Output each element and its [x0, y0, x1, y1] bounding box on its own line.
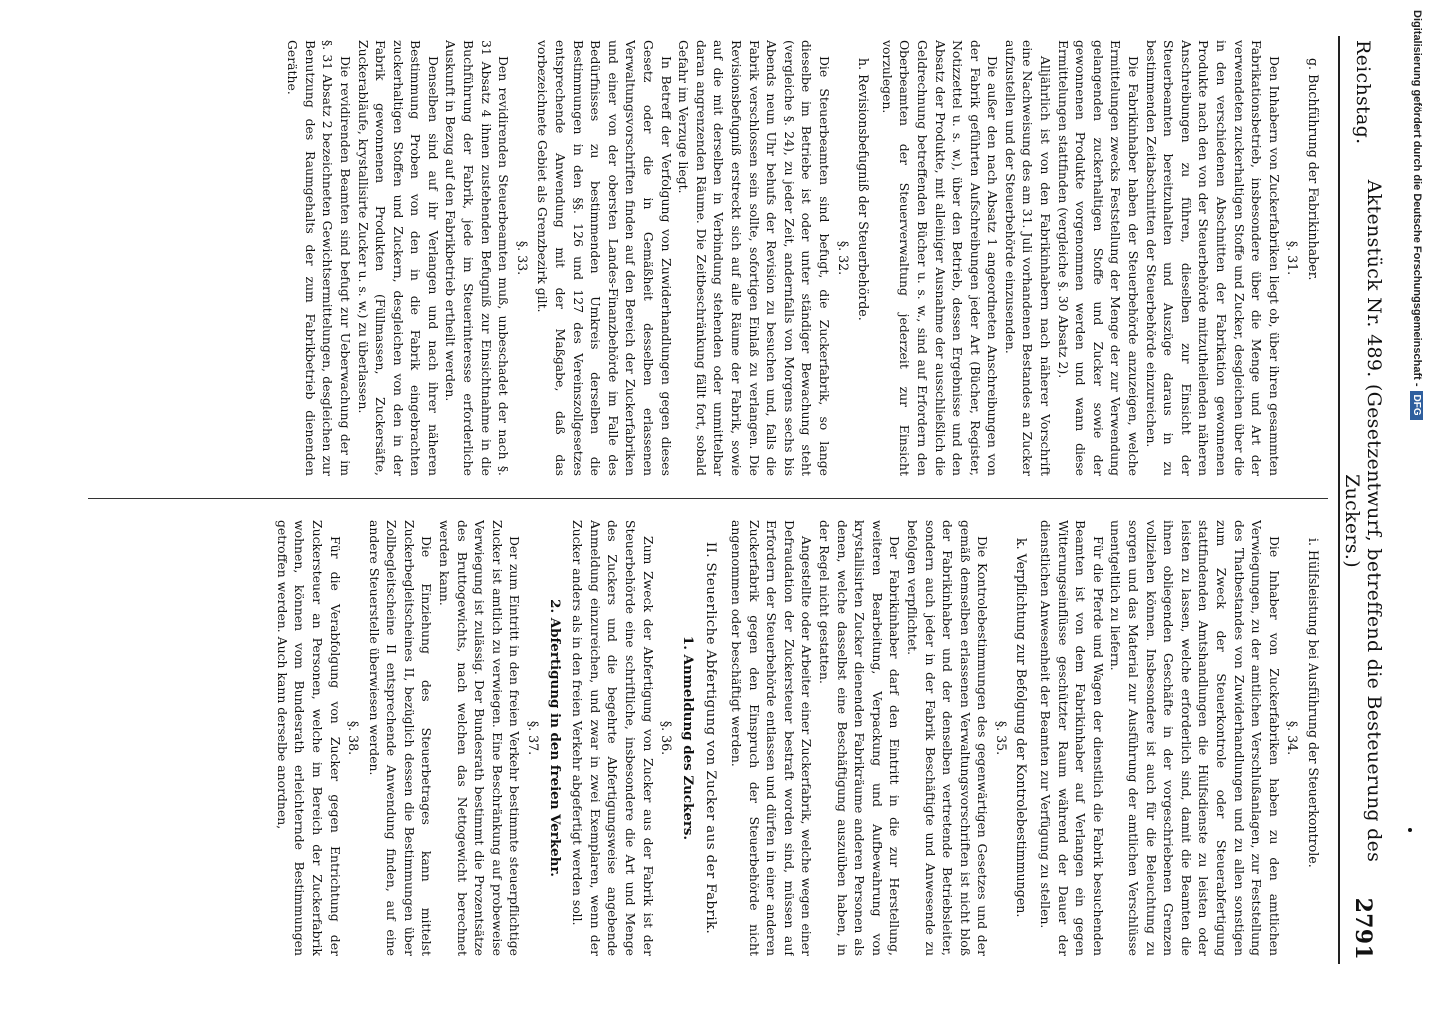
dfg-logo: DFG — [1411, 391, 1424, 420]
paragraph: Der zum Eintritt in den freien Verkehr bestimmte steuerpflichtige Zucker ist amtlich zu verwiegen. Eine Beschränkung auf probeweise Verwiegung ist zulässig. Der Bundesrath bestimmt die Prozentsätze des Bruttogewichts, nach welchen das Nettogewicht berechnet werden kann. — [437, 520, 523, 956]
section-number: §. 34. — [1285, 720, 1301, 756]
paragraph: In Betreff der Verfolgung von Zuwiderhandlungen gegen dieses Gesetz oder die in Gemäßheit desselben erlassenen Verwaltungsvorschriften finden auf den Bereich der Zuckerfabriken und einer von der obersten Landes-Finanzbehörde im Falle des Bedürfnisses zu bestimmenden Umkreis derselben die Bestimmungen in den §§. 126 und 127 des Vereinszollgesetzes entsprechende Anwendung mit der Maßgabe, daß das vorbezeichnete Gebiet als Grenzbezirk gilt. — [535, 40, 674, 476]
paragraph: Die Steuerbeamten sind befugt, die Zuckerfabrik, so lange dieselbe im Betriebe ist oder unter ständiger Bewachung steht (vergleiche §. 24), zu jeder Zeit, andernfalls von Morgens sechs bis Abends neun Uhr behufs der Revision zu besuchen und, falls die Fabrik verschlossen sein sollte, sofortigen Einlaß zu verlangen. Die Revisionsbefugniß erstreckt sich auf alle Räume der Fabrik, sowie auf die mit derselben in Verbindung stehenden oder unmittelbar daran angrenzenden Räume. Die Zeitbeschränkung fällt fort, sobald Gefahr im Verzuge liegt. — [676, 40, 832, 476]
heading: 2. Abfertigung in den freien Verkehr. — [546, 599, 563, 877]
paragraph: Die Einziehung des Steuerbetrages kann mittelst Zuckerbegleitscheines II, bezüglich dessen die Bestimmungen über Zollbegleitscheine II entsprechende Anwendung finden, auf eine andere Steuerstelle überwiesen werden. — [366, 520, 435, 956]
page-header — [1341, 40, 1385, 960]
credit-text: Digitalisierung gefördert durch die Deutsche Forschungsgemeinschaft - — [1411, 10, 1423, 387]
paragraph: Angestellte oder Arbeiter einer Zuckerfabrik, welche wegen einer Defraudation der Zuckersteuer bestraft worden sind, müssen auf Erfordern der Steuerbehörde entlassen und dürfen in einer anderen Zuckerfabrik gegen den Einspruch der Steuerbehörde nicht angenommen oder beschäftigt werden. — [729, 520, 815, 956]
paragraph: Der Fabrikinhaber darf den Eintritt in die zur Herstellung, weiteren Bearbeitung, Verpackung und Aufbewahrung von krystallisirten Zucker dienenden Fabrikräume anderen Personen als denen, welche dasselbst eine Beschäftigung auszuüben haben, in der Regel nicht gestatten. — [816, 520, 903, 956]
paragraph: Die revidirenden Beamten sind befugt zur Ueberwachung der im §. 31 Absatz 2 bezeichneten Gewichtsermittelungen, desgleichen zur Benutzung des Raumgehalts der zum Fabrikbetrieb dienenden Geräthe. — [285, 40, 353, 476]
paragraph: Den Inhabern von Zuckerfabriken liegt ob, über ihren gesammten Fabrikationsbetrieb, insbesondere über die Menge und Art der verwendeten zuckerhaltigen Stoffe und Zucker, desgleichen über die in den verschiedenen Abschnitten der Fabrikation gewonnenen Produkte nach den von der Steuerbehörde mitzutheilenden näheren Anschreibungen zu führen, dieselben zur Einsicht der Steuerbeamten bereitzuhalten und Auszüge daraus in zu bestimmenden Zeitabschnitten der Steuerbehörde einzureichen. — [1143, 40, 1282, 476]
paragraph: Die Inhaber von Zuckerfabriken haben zu den amtlichen Verwiegungen, zu der amtlichen Verschlußanlagen, zur Feststellung des Thatbestandes von Zuwiderhandlungen und zu allen sonstigen zum Zweck der Steuerkontrole oder Steuerabfertigung stattfindenden Amtshandlungen die Hülfsdienste zu leisten oder leisten zu lassen, welche erforderlich sind, damit die Beamten die ihnen obliegenden Geschäfte in der vorgeschriebenen Grenzen vollziehen können. Insbesondere ist auch für die Beleuchtung zu sorgen und das Material zur Ausführung der amtlichen Verschlüsse unentgeltlich zu liefern. — [1108, 520, 1282, 956]
section: II. Steuerliche Abfertigung von Zucker aus der Fabrik. — [703, 541, 719, 935]
paragraph: Die Fabrikinhaber haben der Steuerbehörde anzuzeigen, welche Ermittelungen zwecks Feststellung der Menge der zur Verwendung gelangenden zuckerhaltigen Stoffe und Zucker sowie der gewonnenen Produkte vorgenommen werden und wann diese Ermittelungen stattfinden (vergleiche §. 30 Absatz 2). — [1055, 40, 1142, 476]
subheading: g. Buchführung der Fabrikinhaber. — [1306, 58, 1321, 281]
paragraph: Den revidirenden Steuerbeamten muß, unbeschadet der nach §. 31 Absatz 4 ihnen zustehenden Befugniß zur Einsichtnahme in die Buchführung der Fabrik, jede im Steuerinteresse erforderliche Auskunft in Bezug auf den Fabrikbetrieb ertheilt werden. — [443, 40, 512, 476]
digitization-credit — [1406, 0, 1428, 1000]
subheading: h. Revisionsbefugniß der Steuerbehörde. — [856, 58, 872, 321]
header-title: Aktenstück Nr. 489. (Gesetzentwurf, betreffend die Besteuerung des Zuckers.) — [1341, 179, 1385, 863]
paragraph: Alljährlich ist von den Fabrikinhabern nach näherer Vorschrift eine Nachweisung des am 31. Juli vorhandenen Bestandes an Zucker aufzustellen und der Steuerbehörde einzusenden. — [1002, 40, 1054, 476]
left-column — [58, 40, 1328, 476]
right-column — [58, 520, 1328, 956]
section-number: §. 35. — [993, 720, 1009, 756]
heading: 1. Anmeldung des Zuckers. — [679, 635, 696, 841]
paragraph: Für die Pferde und Wagen der dienstlich die Fabrik besuchenden Beamten ist von dem Fabrikinhaber auf Verlangen ein gegen Witterungseinflüsse geschützter Raum während der Dauer der dienstlichen Anwesenheit der Beamten zur Verfügung zu stellen. — [1038, 520, 1106, 956]
column-divider — [88, 498, 1328, 499]
paragraph: Für die Verabfolgung von Zucker gegen Entrichtung der Zuckersteuer an Personen, welche im Bereich der Zuckerfabrik wohnen, können vom Bundesrath erleichternde Bestimmungen getroffen werden. Auch kann derselbe anordnen, — [274, 520, 343, 956]
section-number: §. 36. — [659, 720, 675, 756]
page-number: 2791 — [1350, 897, 1376, 960]
subheading: k. Verpflichtung zur Befolgung der Kontrolebestimmungen. — [1014, 538, 1030, 918]
section-number: §. 37. — [526, 720, 542, 756]
paragraph: Zum Zweck der Abfertigung von Zucker aus der Fabrik ist der Steuerbehörde eine schriftliche, insbesondere die Art und Menge des Zuckers und die begehrte Abfertigungsweise angebende Anmeldung einzureichen, und zwar in zwei Exemplaren, wenn der Zucker anders als in den freien Verkehr abgefertigt werden soll. — [570, 520, 656, 956]
section-number: §. 32. — [835, 240, 851, 276]
scan-speck — [1408, 828, 1412, 832]
paragraph: Die außer den nach Absatz 1 angeordneten Anschreibungen von der Fabrik geführten Aufschreibungen jeder Art (Bücher, Register, Notizzettel u. s. w.), über den Betrieb, dessen Ergebnisse und den Absatz der Produkte, mit alleiniger Ausnahme der ausschließlich die Geldrechnung betreffenden Bücher u. s. w., sind auf Erfordern den Oberbeamten der Steuerverwaltung jederzeit zur Einsicht vorzulegen. — [879, 40, 1001, 476]
header-rule — [1338, 36, 1340, 964]
paragraph: Denselben sind auf ihr Verlangen und nach ihrer näheren Bestimmung Proben von den in die Fabrik eingebrachten zuckerhaltigen Stoffen und Zuckern, desgleichen von den in der Fabrik gewonnenen Produkten (Füllmassen, Zuckersäfte, Zuckerabläufe, krystallisirte Zucker u. s. w.) zu überlassen. — [355, 40, 441, 476]
section-number: §. 33. — [514, 240, 530, 276]
paragraph: Die Kontrolebestimmungen des gegenwärtigen Gesetzes und der gemäß demselben erlassenen Verwaltungsvorschriften ist nicht bloß der Fabrikinhaber und der denselben vertretende Betriebsleiter, sondern auch jeder in der Fabrik Beschäftigte und Anwesende zu befolgen verpflichtet. — [904, 520, 991, 956]
section-number: §. 38. — [346, 720, 362, 756]
subheading: i. Hülfsleistung bei Ausführung der Steuerkontrole. — [1306, 538, 1321, 868]
header-left: Reichstag. — [1352, 40, 1374, 145]
section-number: §. 31. — [1285, 240, 1301, 276]
